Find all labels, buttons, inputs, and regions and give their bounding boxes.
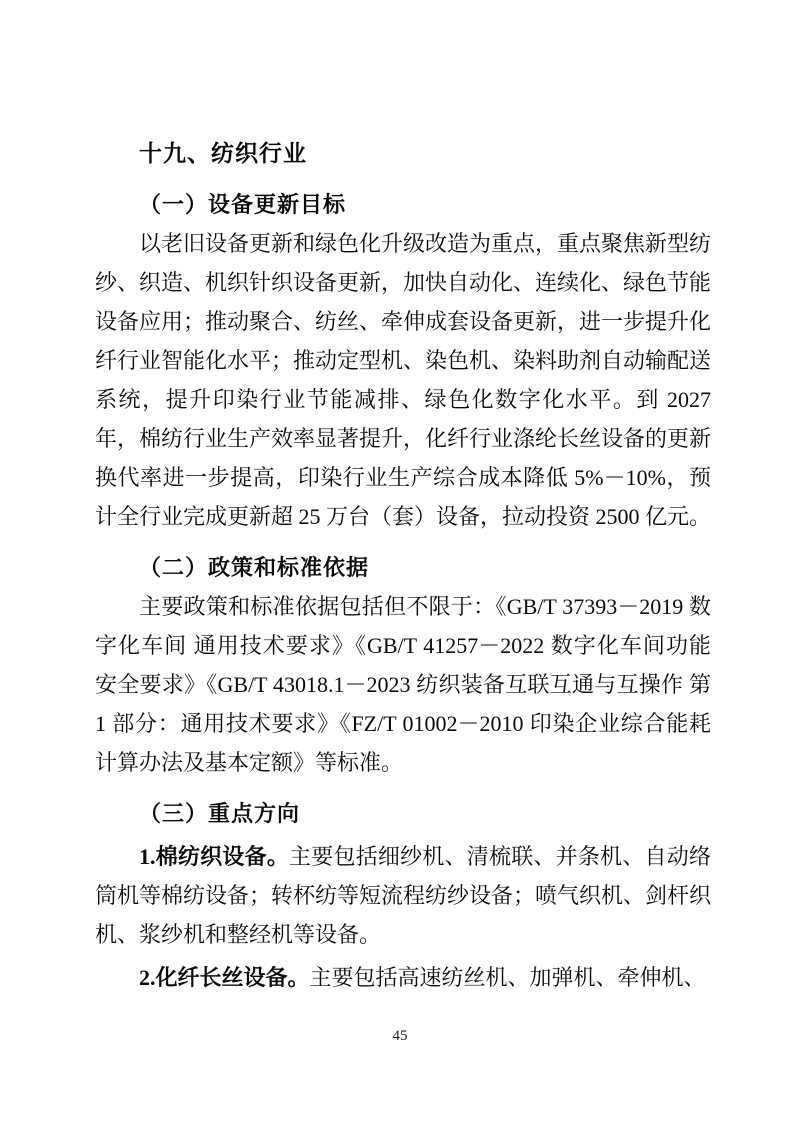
paragraph-text: 主要包括细纱机、清梳联、并条机、自动络筒机等棉纺设备；转杯纺等短流程纺纱设备；喷气织机、剑杆织机、浆纱机和整经机等设备。 xyxy=(95,844,712,947)
section-2-paragraph xyxy=(95,587,711,782)
document-title: 十九、纺织行业 xyxy=(139,140,307,166)
item-lead-label: 2.化纤长丝设备。 xyxy=(139,965,310,990)
item-lead-label: 1.棉纺织设备。 xyxy=(139,844,290,869)
section-3-item-2 xyxy=(95,958,711,997)
section-1-paragraph xyxy=(95,224,711,536)
section-heading-2: （二）政策和标准依据 xyxy=(139,555,370,580)
section-heading-1: （一）设备更新目标 xyxy=(139,192,347,217)
section-heading-3: （三）重点方向 xyxy=(139,801,301,826)
page-number: 45 xyxy=(392,1028,408,1044)
paragraph-text: 主要包括高速纺丝机、加弹机、牵伸机、 xyxy=(309,965,706,990)
section-3-item-1 xyxy=(95,837,711,954)
paragraph-text: 以老旧设备更新和绿色化升级改造为重点，重点聚焦新型纺纱、织造、机织针织设备更新，加快自动化、连续化、绿色节能设备应用；推动聚合、纺丝、牵伸成套设备更新，进一步提升化纤行业智能化水平；推动定型机、染色机、染料助剂自动输配送系统，提升印染行业节能减排、绿色化数字化水平。到 2027 年，棉纺行业生产效率显著提升，化纤行业涤纶长丝设备的更新换代率进一步提高，印染行业生产综合成本降低 5%－10%，预计全行业完成更新超 25 万台（套）设备，拉动投资 2500 亿元。 xyxy=(95,231,712,529)
paragraph-text: 主要政策和标准依据包括但不限于：《GB/T 37393－2019 数字化车间 通用技术要求》《GB/T 41257－2022 数字化车间功能安全要求》《GB/T 43018.1－2023 纺织装备互联互通与互操作 第 1 部分：通用技术要求》《FZ/T 01002－2010 印染企业综合能耗计算办法及基本定额》等标准。 xyxy=(95,594,711,775)
